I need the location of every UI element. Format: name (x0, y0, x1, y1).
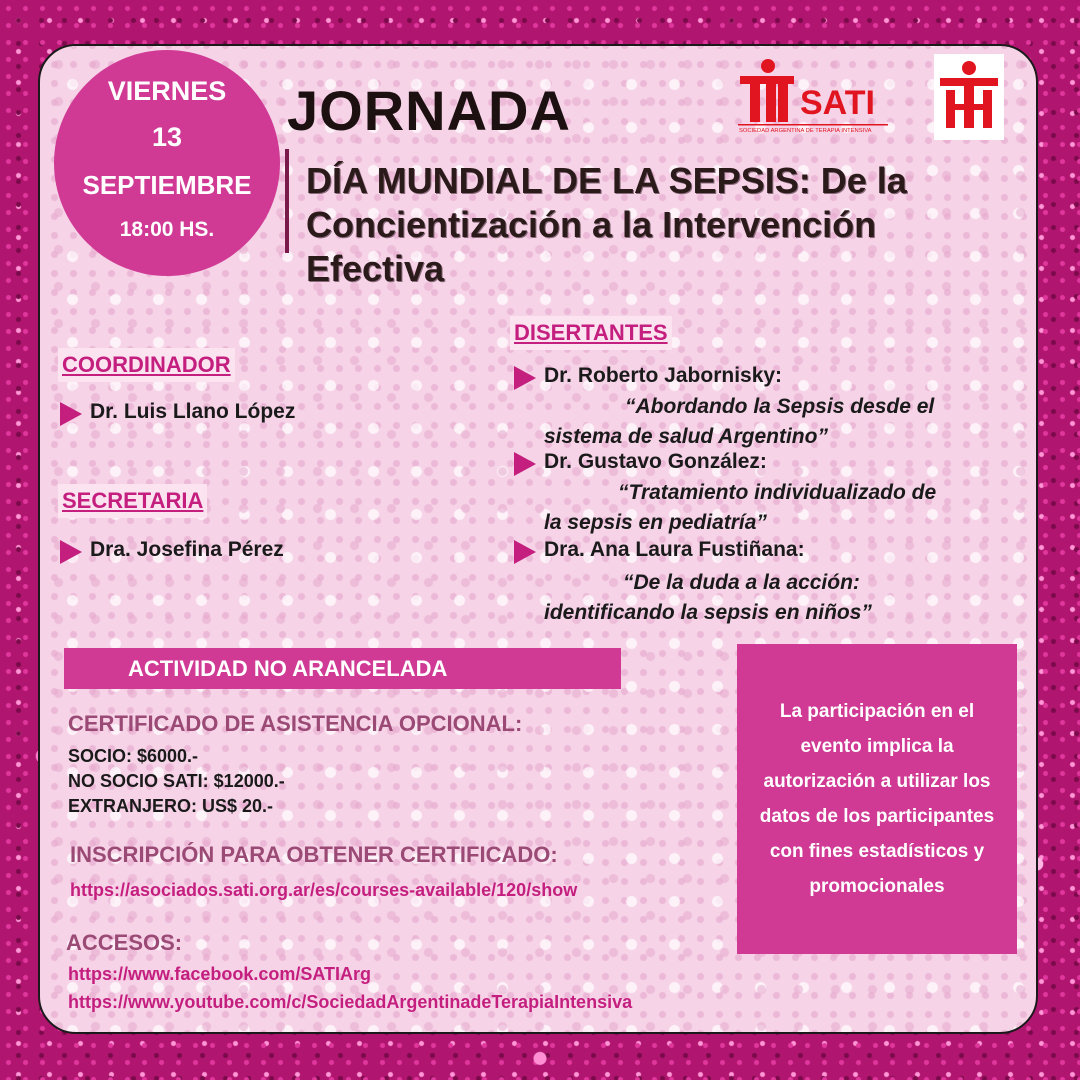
sati-logo (736, 54, 892, 134)
price-foreign: EXTRANJERO: US$ 20.- (68, 796, 274, 816)
speakers-heading: DISERTANTES (510, 316, 672, 350)
logo-name: SATI (800, 84, 875, 122)
secretary-name: Dra. Josefina Pérez (90, 538, 284, 561)
sati-mark-icon (934, 54, 1004, 140)
triangle-bullet-icon (60, 402, 82, 426)
coordinator-heading: COORDINADOR (58, 348, 235, 382)
price-list (68, 744, 285, 819)
sati-logo-mark (934, 54, 1004, 140)
price-member: SOCIO: $6000.- (68, 746, 199, 766)
event-title: DÍA MUNDIAL DE LA SEPSIS: De la Concientización a la Intervención Efectiva (306, 160, 907, 289)
title-accent-bar (285, 149, 289, 253)
date-day-name: VIERNES (107, 76, 227, 106)
speaker-talk-line1: “Tratamiento individualizado de (618, 481, 937, 504)
sati-logo-icon (736, 54, 892, 134)
certificate-heading: CERTIFICADO DE ASISTENCIA OPCIONAL: (68, 711, 523, 736)
content-card (38, 44, 1038, 1034)
speaker-talk-line1: “De la duda a la acción: (623, 571, 860, 594)
speaker-name: Dr. Gustavo González: (544, 450, 767, 473)
triangle-bullet-icon (60, 540, 82, 564)
speaker-name: Dra. Ana Laura Fustiñana: (544, 538, 805, 561)
registration-link[interactable]: https://asociados.sati.org.ar/es/courses-available/120/show (70, 880, 578, 900)
speaker-item (514, 538, 805, 564)
triangle-bullet-icon (514, 452, 536, 476)
logo-tagline: SOCIEDAD ARGENTINA DE TERAPIA INTENSIVA (739, 128, 872, 134)
speaker-talk-line1: “Abordando la Sepsis desde el (625, 395, 935, 418)
youtube-link[interactable]: https://www.youtube.com/c/SociedadArgentinadeTerapiaIntensiva (68, 992, 633, 1012)
consent-notice (737, 644, 1017, 954)
free-activity-banner: ACTIVIDAD NO ARANCELADA (64, 648, 621, 689)
speaker-talk-line2: sistema de salud Argentino” (544, 425, 828, 448)
facebook-link[interactable]: https://www.facebook.com/SATIArg (68, 964, 372, 984)
triangle-bullet-icon (514, 366, 536, 390)
speaker-item (514, 364, 782, 390)
coordinator-item (60, 400, 295, 426)
date-month: SEPTIEMBRE (82, 170, 252, 200)
date-day: 13 (151, 122, 183, 152)
triangle-bullet-icon (514, 540, 536, 564)
event-type: JORNADA (287, 79, 571, 142)
speaker-item (514, 450, 767, 476)
speaker-talk-line2: identificando la sepsis en niños” (544, 601, 872, 624)
price-non-member: NO SOCIO SATI: $12000.- (68, 771, 285, 791)
date-time: 18:00 HS. (119, 218, 215, 241)
secretary-heading: SECRETARIA (58, 484, 207, 518)
secretary-item (60, 538, 284, 564)
speaker-name: Dr. Roberto Jabornisky: (544, 364, 783, 387)
consent-text: La participación en el evento implica la autorización a utilizar los datos de los participantes con fines estadísticos y promocionales (759, 701, 995, 897)
coordinator-name: Dr. Luis Llano López (90, 400, 296, 423)
access-heading: ACCESOS: (66, 930, 183, 955)
date-badge (54, 50, 280, 276)
speaker-talk-line2: la sepsis en pediatría” (544, 511, 767, 534)
registration-heading: INSCRIPCIÓN PARA OBTENER CERTIFICADO: (70, 842, 558, 867)
